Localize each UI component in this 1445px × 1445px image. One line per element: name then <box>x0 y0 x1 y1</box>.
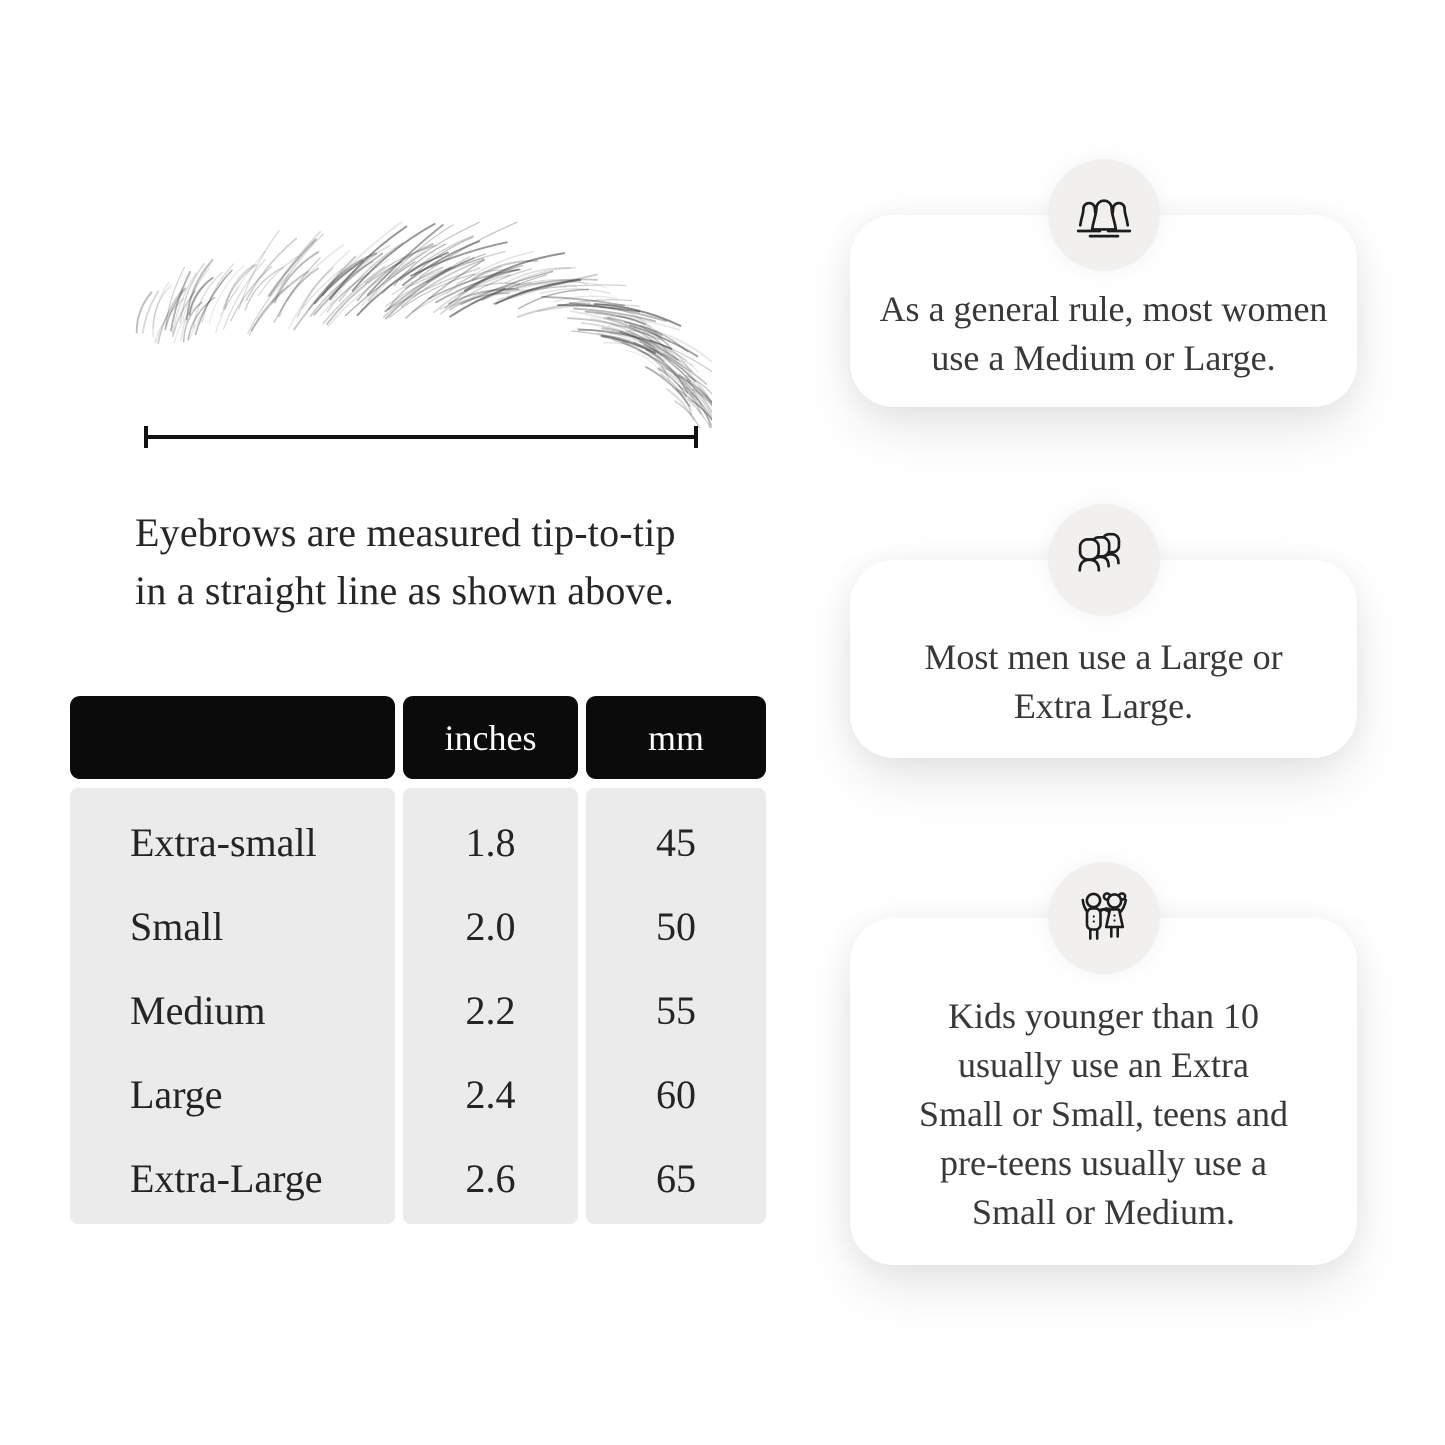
figure-caption-line2: in a straight line as shown above. <box>135 568 674 613</box>
header-cell-mm: mm <box>586 696 766 779</box>
icon-badge <box>1048 504 1160 616</box>
info-card-men <box>850 560 1357 758</box>
text-line: As a general rule, most women <box>879 289 1328 329</box>
eyebrow-illustration <box>100 222 712 428</box>
text-line: Most men use a Large or <box>924 637 1283 677</box>
info-card-kids-text <box>919 992 1288 1237</box>
header-cell-inches: inches <box>403 696 578 779</box>
info-card-women <box>850 215 1357 407</box>
inches-value: 2.6 <box>465 1155 516 1201</box>
size-label: Extra-small <box>130 819 317 865</box>
text-line: use a Medium or Large. <box>931 338 1276 378</box>
header-cell-size <box>70 696 395 779</box>
size-table <box>70 696 766 1224</box>
text-line: Extra Large. <box>1013 686 1194 726</box>
measurement-line-left-cap <box>144 426 148 448</box>
kids-icon <box>1072 887 1136 949</box>
inches-value: 1.8 <box>465 819 516 865</box>
inches-value: 2.0 <box>465 903 516 949</box>
size-label: Small <box>130 903 224 949</box>
text-line: Small or Small, teens and <box>919 1094 1288 1134</box>
figure-caption-line1: Eyebrows are measured tip-to-tip <box>135 510 676 555</box>
size-label: Extra-Large <box>130 1155 323 1201</box>
measurement-line <box>144 426 698 448</box>
icon-badge <box>1048 862 1160 974</box>
inches-value: 2.4 <box>465 1071 516 1117</box>
men-group-icon <box>1071 531 1137 589</box>
size-label: Medium <box>130 987 266 1033</box>
mm-value: 50 <box>656 903 696 949</box>
mm-value: 45 <box>656 819 696 865</box>
info-card-men-text <box>924 633 1282 731</box>
mm-value: 65 <box>656 1155 696 1201</box>
info-card-women-text <box>880 285 1328 383</box>
inches-value: 2.2 <box>465 987 516 1033</box>
mm-column <box>586 788 766 1224</box>
size-table-body <box>70 788 766 1224</box>
size-table-header <box>70 696 766 779</box>
info-card-kids <box>850 918 1357 1265</box>
figure-caption <box>135 504 676 620</box>
inches-column <box>403 788 578 1224</box>
text-line: pre-teens usually use a <box>940 1143 1267 1183</box>
text-line: Kids younger than 10 <box>948 996 1259 1036</box>
text-line: Small or Medium. <box>971 1192 1235 1232</box>
size-column <box>70 788 395 1224</box>
icon-badge <box>1048 159 1160 271</box>
mm-value: 60 <box>656 1071 696 1117</box>
text-line: usually use an Extra <box>958 1045 1249 1085</box>
size-label: Large <box>130 1071 223 1117</box>
mm-value: 55 <box>656 987 696 1033</box>
women-group-icon <box>1071 186 1137 244</box>
